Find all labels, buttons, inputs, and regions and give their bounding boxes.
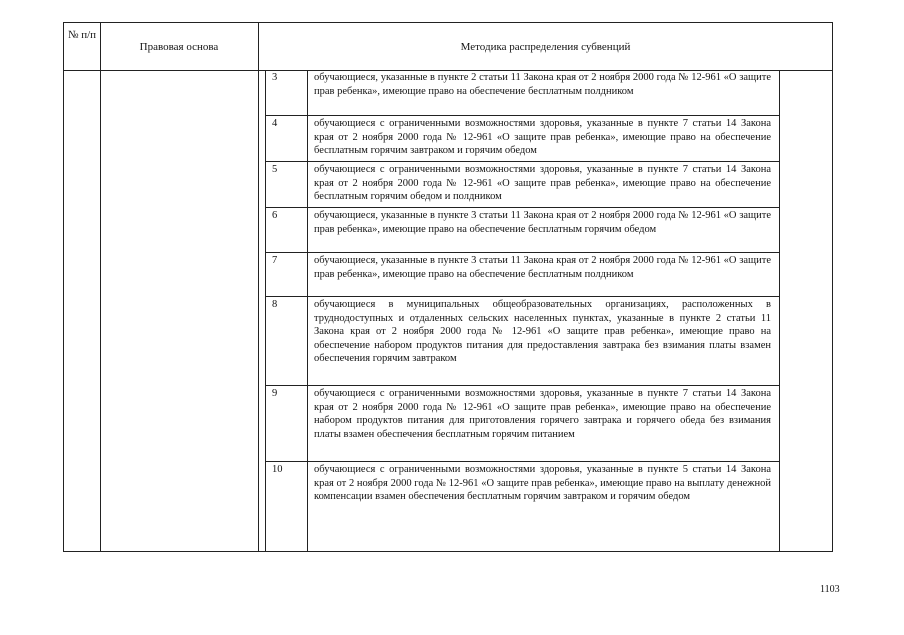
column-divider [100,23,101,551]
header-num-col: № п/п [67,29,97,41]
page-number: 1103 [820,584,840,595]
row-number: 4 [272,118,278,129]
table-row [266,116,779,162]
row-text: обучающиеся с ограниченными возможностями здоровья, указанные в пункте 7 статьи 14 Закона края от 2 ноября 2000 года № 12-961 «О защите прав ребенка», имеющие право на обеспечение набором продуктов питания для приготовления горячего завтрака и горячего обеда без взимания платы взамен обеспечения бесплатным горячим питанием [314,388,771,440]
table-row [266,70,779,116]
row-text: обучающиеся с ограниченными возможностями здоровья, указанные в пункте 5 статьи 14 Закона края от 2 ноября 2000 года № 12-961 «О защите прав ребенка», имеющие право на выплату денежной компенсации взамен обеспечения бесплатным горячим завтраком и горячим обедом [314,464,771,502]
row-number: 8 [272,299,278,310]
inner-table [265,70,780,551]
row-text: обучающиеся, указанные в пункте 3 статьи 11 Закона края от 2 ноября 2000 года № 12-961 «О защите прав ребенка», имеющие право на обеспечение бесплатным полдником [314,255,771,280]
column-divider [258,23,259,551]
row-number: 7 [272,255,278,266]
table-row [266,386,779,462]
row-text: обучающиеся, указанные в пункте 3 статьи 11 Закона края от 2 ноября 2000 года № 12-961 «О защите прав ребенка», имеющие право на обеспечение бесплатным горячим обедом [314,210,771,235]
row-number: 9 [272,388,278,399]
table-row [266,253,779,297]
row-number: 6 [272,210,278,221]
table-row [266,297,779,386]
row-number: 10 [272,464,283,475]
table-row [266,462,779,551]
row-number: 5 [272,164,278,175]
row-number: 3 [272,72,278,83]
row-text: обучающиеся с ограниченными возможностями здоровья, указанные в пункте 7 статьи 14 Закона края от 2 ноября 2000 года № 12-961 «О защите прав ребенка», имеющие право на обеспечение бесплатным горячим обедом и полдником [314,164,771,202]
row-text: обучающиеся в муниципальных общеобразовательных организациях, расположенных в труднодоступных и отдаленных сельских населенных пунктах, указанные в пункте 2 статьи 11 Закона края от 2 ноября 2000 года № 12-961 «О защите прав ребенка», имеющие право на обеспечение набором продуктов питания для предоставления завтрака без взимания платы взамен обеспечения горячим завтраком [314,299,771,364]
table-row [266,162,779,208]
header-legal-basis: Правовая основа [139,41,219,53]
table-row [266,208,779,253]
row-text: обучающиеся с ограниченными возможностями здоровья, указанные в пункте 7 статьи 14 Закона края от 2 ноября 2000 года № 12-961 «О защите прав ребенка», имеющие право на обеспечение бесплатным горячим завтраком и горячим обедом [314,118,771,156]
header-methodology: Методика распределения субвенций [460,41,631,53]
row-text: обучающиеся, указанные в пункте 2 статьи 11 Закона края от 2 ноября 2000 года № 12-961 «О защите прав ребенка», имеющие право на обеспечение бесплатным полдником [314,72,771,97]
